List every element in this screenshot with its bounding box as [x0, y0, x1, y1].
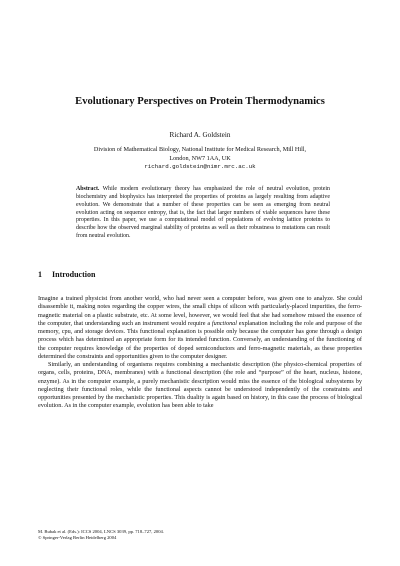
- paragraph-1-emphasis: functional: [211, 319, 237, 327]
- author-email[interactable]: richard.goldstein@nimr.mrc.ac.uk: [144, 163, 256, 170]
- author-affiliation: [50, 146, 350, 172]
- abstract-text: While modern evolutionary theory has emphasized the role of neutral evolution, protein biochemistry and biophysics has interpreted the properties of proteins as largely resulting from adaptive evolution. We demonstrate that a number of these properties can be seen as emerging from neutral evolution acting on sequence entropy, that is, the fact that larger numbers of viable sequences have these properties. In this paper, we use a computational model of populations of evolving lattice proteins to describe how the observed marginal stability of proteins as well as their robustness to mutations can result from neutral evolution.: [76, 186, 330, 240]
- affiliation-line-2: London, NW7 1AA, UK: [169, 154, 231, 162]
- abstract: [76, 186, 330, 241]
- footer-copyright: © Springer-Verlag Berlin Heidelberg 2004: [38, 535, 117, 540]
- abstract-label: Abstract.: [76, 186, 100, 192]
- section-heading: [38, 270, 95, 280]
- page-footer: [38, 529, 164, 541]
- section-title: Introduction: [52, 270, 96, 279]
- author-name: Richard A. Goldstein: [169, 131, 231, 139]
- section-number: 1: [38, 270, 42, 279]
- paper-title: Evolutionary Perspectives on Protein Thermodynamics: [75, 96, 325, 107]
- paragraph-1: [38, 295, 362, 361]
- body-text: [38, 295, 362, 411]
- footer-citation: M. Bubak et al. (Eds.): ICCS 2004, LNCS 3039, pp. 718–727, 2004.: [38, 529, 164, 534]
- paragraph-1-part-1: Imagine a trained physicist from another world, who had never seen a computer before, was given one to analyze. She could disassemble it, making notes regarding the copper wires, the small chips of silicon with particularly-placed impurities, the ferro-magnetic material on a plastic substrate, etc. At some level, however, we would feel that she had somehow missed the essence of the computer, that understanding such an instrument would require a: [38, 295, 362, 327]
- paragraph-2: Similarly, an understanding of organisms requires combining a mechanistic description (the physico-chemical properties of organs, cells, proteins, DNA, membranes) with a functional description (the role and “purpose” of the heart, nucleus, histone, enzyme). As in the computer example, a purely mechanistic description would miss the essence of the biological subsystems by neglecting their functional roles, while the functional aspects cannot be understood independently of the constraints and opportunities presented by the mechanistic properties. This duality is again based on history, in this case the process of biological evolution. As in the computer example, evolution has been able to take: [38, 361, 362, 410]
- affiliation-line-1: Division of Mathematical Biology, National Institute for Medical Research, Mill Hill,: [93, 146, 307, 153]
- paragraph-1-part-2: explanation including the role and purpose of the memory, cpu, and storage devices. This functional explanation is possible only because the computer has gone through a design process which has determined an appropriate form for its intended function. Conversely, an understanding of the functioning of the computer requires knowledge of the properties of doped semiconductors and ferro-magnetic materials, as these properties determined the constraints and opportunities given to the computer designer.: [38, 319, 362, 360]
